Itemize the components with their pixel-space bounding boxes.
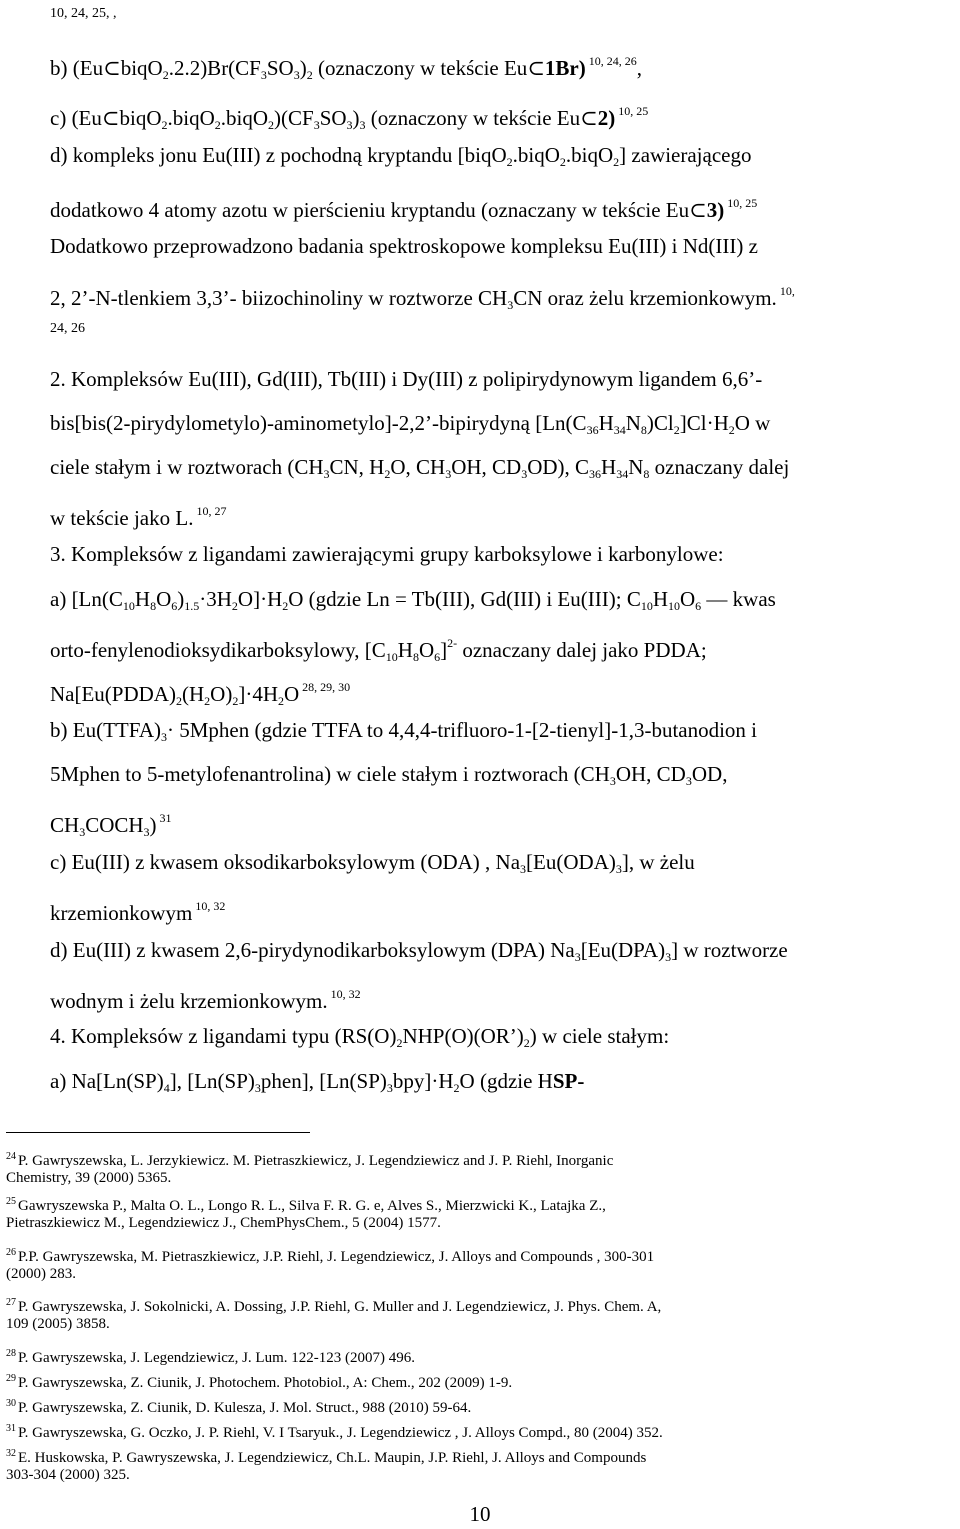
- footnote: $^{31}$ P. Gawryszewska, G. Oczko, J. P. Riehl, V. I Tsaryuk., J. Legendziewicz , J. Alloys Compd., 80 (2004) 352.: [6, 1423, 663, 1441]
- footnote-number: 26: [6, 1247, 16, 1258]
- text-line: $CH_3COCH_3$) $^{31}$: [50, 811, 172, 839]
- footnote: $^{30}$ P. Gawryszewska, Z. Ciunik, D. Kulesza, J. Mol. Struct., 988 (2010) 59-64.: [6, 1398, 472, 1416]
- footnote: $^{24}$ P. Gawryszewska, L. Jerzykiewicz. M. Pietraszkiewicz, J. Legendziewicz and J. P. Riehl, Inorganic Chemistry, 39 (2000) 5365.: [6, 1151, 614, 1186]
- footnote: $^{25}$ Gawryszewska P., Malta O. L., Longo R. L., Silva F. R. G. e, Alves S., Mierzwicki K., Latajka Z., Pietraszkiewicz M., Legendziewicz J., ChemPhysChem., 5 (2004) 1577.: [6, 1196, 606, 1231]
- text-line: a) $[Ln(C_{10}H_8O_6)_{1.5}\cdot 3H_2O]\cdot H_2O$ (gdzie Ln = Tb(III), Gd(III) i Eu(III); $C_{10}H_{10}O_6$ — kwas: [50, 587, 776, 613]
- text-line: $Na[Eu(PDDA)_2(H_2O)_2]\cdot 4H_2O$ $^{28, 29, 30}$: [50, 680, 351, 708]
- footnote-separator: [6, 1132, 310, 1133]
- footnote: $^{32}$ E. Huskowska, P. Gawryszewska, J. Legendziewicz, Ch.L. Maupin, J.P. Riehl, J. Alloys and Compounds 303-304 (2000) 325.: [6, 1448, 647, 1483]
- footnote-number: 25: [6, 1196, 16, 1207]
- footnote-number: 29: [6, 1373, 16, 1384]
- footnote-number: 24: [6, 1151, 16, 1162]
- text-line: 5Mphen to 5-metylofenantrolina) w ciele stałym i roztworach ($CH_3OH$, $CD_3OD$,: [50, 762, 728, 788]
- footnote-number: 27: [6, 1297, 16, 1308]
- footnote: $^{27}$ P. Gawryszewska, J. Sokolnicki, A. Dossing, J.P. Riehl, G. Muller and J. Legendziewicz, J. Phys. Chem. A, 109 (2005) 3858.: [6, 1297, 662, 1332]
- footnote-number: 32: [6, 1448, 16, 1459]
- text-line: c) Eu(III) z kwasem oksodikarboksylowym (ODA) , $Na_3[Eu(ODA)_3]$, w żelu: [50, 850, 695, 876]
- text-line: b) $(Eu\subset biqO_2.2.2)Br(CF_3SO_3)_2$ (oznaczony w tekście Eu⊂1Br) $^{10, 24, 26}$,: [50, 54, 642, 82]
- text-line: orto-fenylenodioksydikarboksylowy, $[C_{10}H_8O_6]^{2-}$ oznaczany dalej jako PDDA;: [50, 636, 707, 664]
- text-line: Dodatkowo przeprowadzono badania spektroskopowe kompleksu Eu(III) i Nd(III) z: [50, 234, 758, 258]
- text-line: bis[bis(2-pirydylometylo)-aminometylo]-2,2’-bipirydyną $[Ln(C_{36}H_{34}N_8)Cl_2]Cl\cdot H_2O$ w: [50, 411, 771, 437]
- text-line: dodatkowo 4 atomy azotu w pierścieniu kryptandu (oznaczany w tekście Eu⊂3) $^{10, 25}$: [50, 196, 758, 222]
- page-number: 10: [469, 1502, 491, 1526]
- text-line: ciele stałym i w roztworach ($CH_3CN$, $H_2O$, $CH_3OH$, $CD_3OD$), $C_{36}H_{34}N_8$ oznaczany dalej: [50, 455, 790, 481]
- text-line: w tekście jako L. $^{10, 27}$: [50, 504, 227, 530]
- text-line: d) kompleks jonu Eu(III) z pochodną kryptandu [biqO$_2$.biqO$_2$.biqO$_2$] zawierającego: [50, 143, 752, 169]
- text-line: 10, 24, 25, ,: [50, 6, 117, 21]
- text-line: wodnym i żelu krzemionkowym. $^{10, 32}$: [50, 987, 361, 1013]
- text-line: 2. Kompleksów Eu(III), Gd(III), Tb(III) i Dy(III) z polipirydynowym ligandem 6,6’-: [50, 367, 763, 391]
- text-line: a) $Na[Ln(SP)_4]$, $[Ln(SP)_3phen]$, $[Ln(SP)_3bpy]\cdot H_2O$ (gdzie HSP-: [50, 1069, 585, 1095]
- text-line: c) $(Eu\subset biqO_2.biqO_2.biqO_2)(CF_3SO_3)_3$ (oznaczony w tekście Eu⊂2) $^{10, 25}$: [50, 104, 649, 132]
- text-line: 2, 2’-N-tlenkiem 3,3’- biizochinoliny w roztworze $CH_3CN$ oraz żelu krzemionkowym. $^{10,}$: [50, 284, 795, 312]
- footnote: $^{28}$ P. Gawryszewska, J. Legendziewicz, J. Lum. 122-123 (2007) 496.: [6, 1348, 415, 1366]
- text-line: 3. Kompleksów z ligandami zawierającymi grupy karboksylowe i karbonylowe:: [50, 542, 724, 566]
- footnote-number: 30: [6, 1398, 16, 1409]
- footnote: $^{29}$ P. Gawryszewska, Z. Ciunik, J. Photochem. Photobiol., A: Chem., 202 (2009) 1-9.: [6, 1373, 513, 1391]
- footnote-number: 31: [6, 1423, 16, 1434]
- text-line: b) $Eu(TTFA)_3\cdot$ 5Mphen (gdzie TTFA to 4,4,4-trifluoro-1-[2-tienyl]-1,3-butanodion i: [50, 718, 758, 744]
- text-line: 4. Kompleksów z ligandami typu $(RS(O)_2NHP(O)(OR’)_2)$ w ciele stałym:: [50, 1024, 670, 1050]
- footnote-number: 28: [6, 1348, 16, 1359]
- footnote: $^{26}$ P.P. Gawryszewska, M. Pietraszkiewicz, J.P. Riehl, J. Legendziewicz, J. Alloys and Compounds , 300-301 (2000) 283.: [6, 1247, 655, 1282]
- text-line: 24, 26: [50, 321, 85, 336]
- text-line: krzemionkowym $^{10, 32}$: [50, 899, 226, 925]
- text-line: d) Eu(III) z kwasem 2,6-pirydynodikarboksylowym (DPA) $Na_3[Eu(DPA)_3]$ w roztworze: [50, 938, 788, 964]
